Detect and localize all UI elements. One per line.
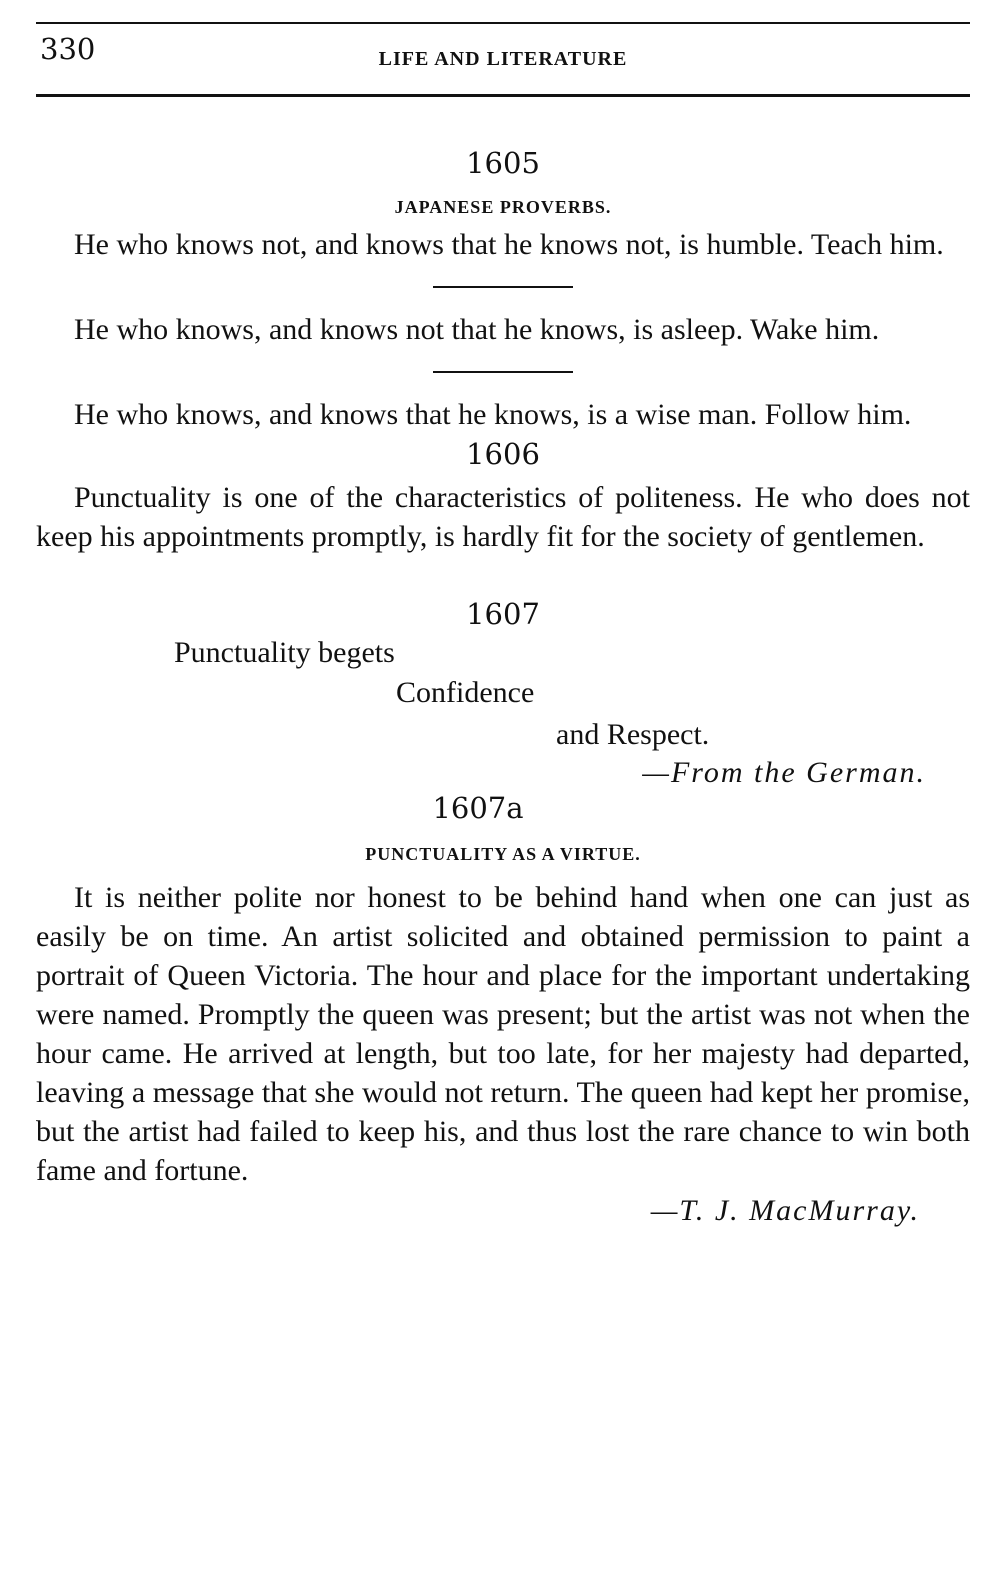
entry-number: 1605 (466, 146, 540, 180)
entry-1607 (36, 596, 970, 790)
separator-rule (433, 371, 573, 373)
page-number: 330 (40, 32, 96, 66)
attribution: —From the German. (642, 756, 926, 789)
entry-number: 1607a (432, 791, 524, 825)
page-header (36, 22, 970, 97)
entry-number: 1607 (466, 597, 540, 631)
verse-line: Confidence (396, 676, 535, 709)
entry-1607a (36, 790, 970, 1228)
entry-text: Punctuality is one of the characteristics of politeness. He who does not keep his appointments promptly, is hardly fit for the society of gentlemen. (36, 481, 970, 553)
entry-title: PUNCTUALITY AS A VIRTUE. (365, 844, 641, 864)
verse-line: Punctuality begets (174, 636, 395, 669)
entry-1606 (36, 436, 970, 556)
entry-1605 (36, 145, 970, 434)
proverb-text: He who knows not, and knows that he knows not, is humble. Teach him. (74, 228, 944, 261)
entry-text: It is neither polite nor honest to be behind hand when one can just as easily be on time. An artist solicited and obtained permission to paint a portrait of Queen Victoria. The hour and place for the important undertaking were named. Promptly the queen was present; but the artist was not when the hour came. He arrived at length, but too late, for her majesty had departed, leaving a message that she would not return. The queen had kept her promise, but the artist had failed to keep his, and thus lost the rare chance to win both fame and fortune. (36, 881, 970, 1187)
separator-rule (433, 286, 573, 288)
book-page (36, 22, 970, 1228)
attribution: —T. J. MacMurray. (650, 1194, 920, 1227)
verse (36, 632, 970, 758)
entry-title: JAPANESE PROVERBS. (394, 197, 612, 217)
entry-number: 1606 (466, 437, 540, 471)
running-title: LIFE AND LITERATURE (378, 48, 628, 70)
proverb-text: He who knows, and knows that he knows, is a wise man. Follow him. (74, 398, 912, 431)
verse-line: and Respect. (556, 718, 710, 751)
proverb-text: He who knows, and knows not that he knows, is asleep. Wake him. (74, 313, 880, 346)
